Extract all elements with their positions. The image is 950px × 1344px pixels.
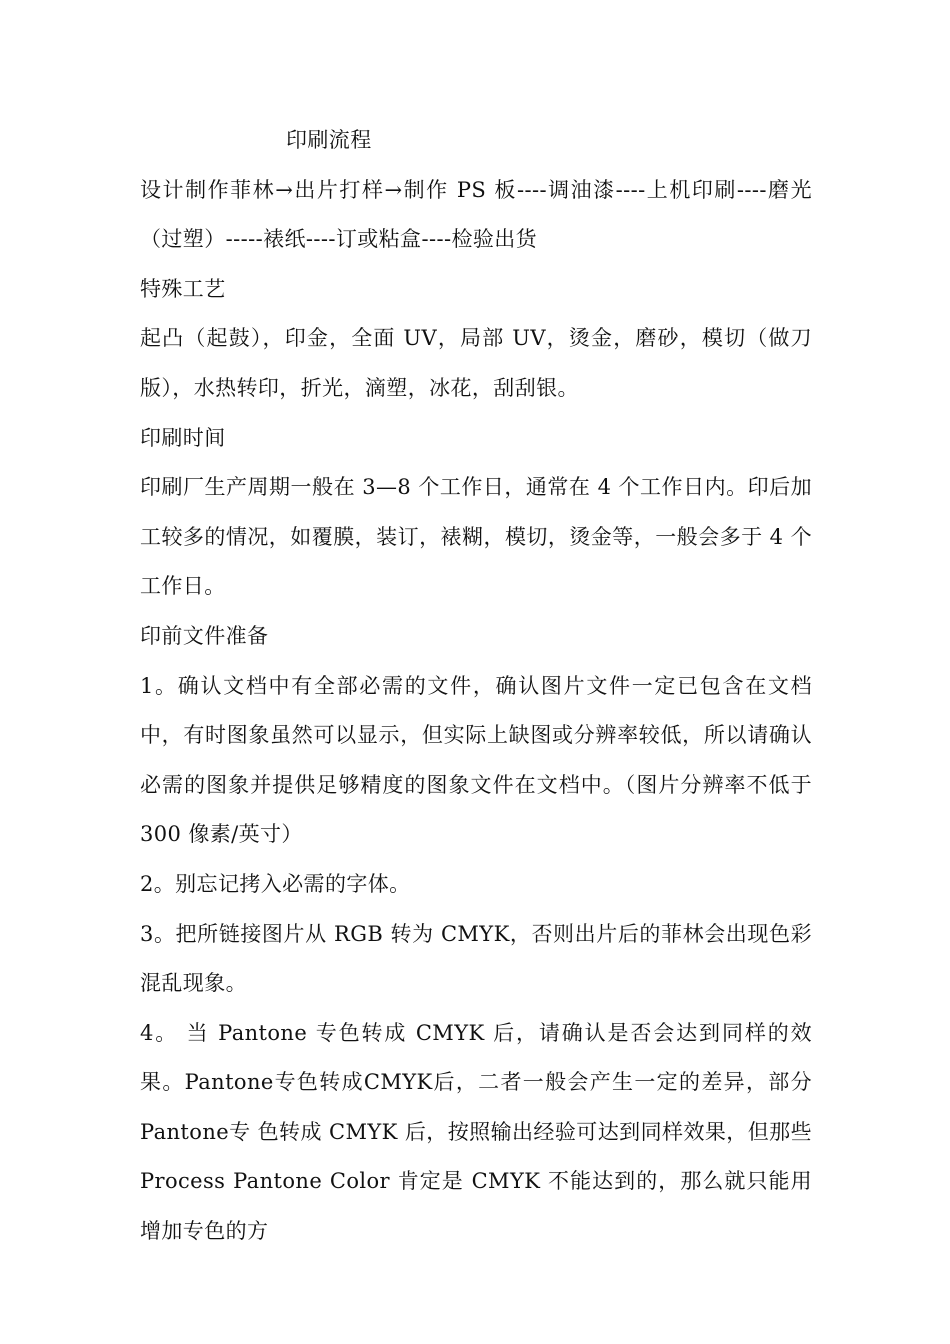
document-body — [140, 116, 812, 1257]
prepress-item-2: 2。别忘记拷入必需的字体。 — [140, 871, 411, 896]
special-process-paragraph: 起凸（起鼓），印金，全面 UV，局部 UV，烫金，磨砂，模切（做刀版），水热转印，折光，滴塑，冰花，刮刮银。 — [140, 326, 812, 400]
special-process-heading: 特殊工艺 — [140, 276, 226, 301]
prepress-heading: 印前文件准备 — [140, 623, 269, 648]
process-flow-paragraph: 设计制作菲林→出片打样→制作 PS 板----调油漆----上机印刷----磨光（过塑）-----裱纸----订或粘盒----检验出货 — [140, 177, 812, 252]
prepress-item-3: 3。把所链接图片从 RGB 转为 CMYK，否则出片后的菲林会出现色彩混乱现象。 — [140, 921, 812, 996]
print-time-heading: 印刷时间 — [140, 425, 226, 450]
prepress-item-4: 4。 当 Pantone 专色转成 CMYK 后，请确认是否会达到同样的效果。Pantone专色转成CMYK后，二者一般会产生一定的差异，部分Pantone专 色转成 CMYK 后，按照输出经验可达到同样效果，但那些 Process Pantone Color 肯定是 CMYK 不能达到的，那么就只能用增加专色的方 — [140, 1020, 812, 1244]
print-time-paragraph: 印刷厂生产周期一般在 3—8 个工作日，通常在 4 个工作日内。印后加工较多的情况，如覆膜，装订，裱糊，模切，烫金等，一般会多于 4 个工作日。 — [140, 475, 812, 599]
document-title: 印刷流程 — [286, 128, 372, 152]
prepress-item-1: 1。确认文档中有全部必需的文件，确认图片文件一定已包含在文档中，有时图象虽然可以显示，但实际上缺图或分辨率较低，所以请确认必需的图象并提供足够精度的图象文件在文档中。（图片分辨率不低于 300 像素/英寸） — [140, 673, 812, 847]
